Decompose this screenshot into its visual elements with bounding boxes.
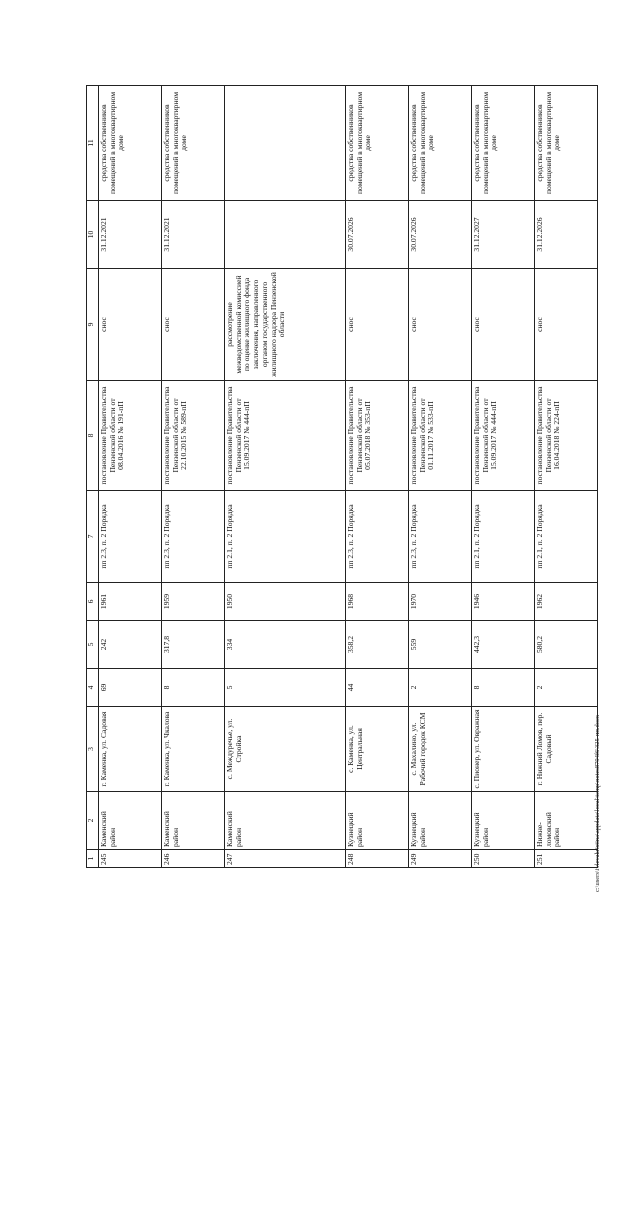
cell-act: постановление Правительства Пензенской области от 22.10.2015 № 589-пП	[162, 381, 225, 491]
cell-act: постановление Правительства Пензенской области от 08.04.2016 № 191-пП	[99, 381, 162, 491]
header-row	[87, 86, 99, 868]
col-header: 2	[87, 792, 99, 850]
cell-address: с. Междуречье, ул. Стройка	[225, 707, 346, 792]
cell-grounds: пп 2.3, п. 2 Порядка	[99, 491, 162, 583]
cell-deadline: 31.12.2026	[535, 201, 598, 269]
cell-house: 5	[225, 669, 346, 707]
table-row	[409, 86, 472, 868]
cell-address: с. Махалино, ул. Рабочий городок КСМ	[409, 707, 472, 792]
col-header: 3	[87, 707, 99, 792]
cell-year: 1959	[162, 583, 225, 621]
cell-deadline: 31.12.2021	[162, 201, 225, 269]
cell-number: 248	[346, 850, 409, 868]
cell-deadline: 30.07.2026	[409, 201, 472, 269]
col-header: 5	[87, 621, 99, 669]
cell-area: 580,2	[535, 621, 598, 669]
cell-area: 334	[225, 621, 346, 669]
cell-number: 251	[535, 850, 598, 868]
cell-number: 247	[225, 850, 346, 868]
cell-district: Каменский район	[162, 792, 225, 850]
cell-address: г. Каменка, ул. Садовая	[99, 707, 162, 792]
col-header: 10	[87, 201, 99, 269]
cell-house: 44	[346, 669, 409, 707]
cell-year: 1970	[409, 583, 472, 621]
cell-act: постановление Правительства Пензенской области от 15.09.2017 № 444-пП	[472, 381, 535, 491]
cell-measure: рассмотрение межведомственной комиссией по оценке жилищного фонда заключения, направленного органом государственного жилищного надзора Пензенской области	[225, 269, 346, 381]
cell-act: постановление Правительства Пензенской области от 16.04.2018 № 224-пП	[535, 381, 598, 491]
table-row	[535, 86, 598, 868]
table-row	[225, 86, 346, 868]
cell-source: средства собственников помещений в многоквартирном доме	[472, 86, 535, 201]
cell-district: Нижне-ломовский район	[535, 792, 598, 850]
table-row	[346, 86, 409, 868]
cell-number: 249	[409, 850, 472, 868]
cell-house: 8	[162, 669, 225, 707]
cell-area: 358,2	[346, 621, 409, 669]
cell-grounds: пп 2.1, п. 2 Порядка	[472, 491, 535, 583]
cell-source: средства собственников помещений в многоквартирном доме	[162, 86, 225, 201]
cell-source	[225, 86, 346, 201]
cell-grounds: пп 2.1, п. 2 Порядка	[535, 491, 598, 583]
cell-source: средства собственников помещений в многоквартирном доме	[346, 86, 409, 201]
cell-number: 250	[472, 850, 535, 868]
cell-source: средства собственников помещений в многоквартирном доме	[409, 86, 472, 201]
cell-area: 317,8	[162, 621, 225, 669]
cell-act: постановление Правительства Пензенской области от 01.11.2017 № 533-пП	[409, 381, 472, 491]
cell-district: Кузнецкий район	[346, 792, 409, 850]
table-row	[99, 86, 162, 868]
cell-year: 1962	[535, 583, 598, 621]
col-header: 6	[87, 583, 99, 621]
cell-address: с. Каменка, ул. Центральная	[346, 707, 409, 792]
cell-number: 246	[162, 850, 225, 868]
cell-address: с. Пионер, ул. Овражная	[472, 707, 535, 792]
cell-area: 242	[99, 621, 162, 669]
table-row	[472, 86, 535, 868]
col-header: 9	[87, 269, 99, 381]
cell-area: 559	[409, 621, 472, 669]
file-path-footer: c:\users\ivlevakristina\appdata\local\temp\notes8794f6\325-пп.docx	[594, 714, 601, 892]
cell-measure: снос	[409, 269, 472, 381]
cell-grounds: пп 2.3, п. 2 Порядка	[409, 491, 472, 583]
cell-grounds: пп 2.1, п. 2 Порядка	[225, 491, 346, 583]
cell-deadline: 31.12.2021	[99, 201, 162, 269]
col-header: 8	[87, 381, 99, 491]
col-header: 4	[87, 669, 99, 707]
cell-year: 1950	[225, 583, 346, 621]
cell-measure: снос	[162, 269, 225, 381]
cell-measure: снос	[99, 269, 162, 381]
cell-year: 1968	[346, 583, 409, 621]
cell-act: постановление Правительства Пензенской области от 15.09.2017 № 444-пП	[225, 381, 346, 491]
cell-measure: снос	[535, 269, 598, 381]
cell-measure: снос	[346, 269, 409, 381]
cell-district: Каменский район	[225, 792, 346, 850]
cell-house: 8	[472, 669, 535, 707]
cell-district: Каменский район	[99, 792, 162, 850]
cell-source: средства собственников помещений в многоквартирном доме	[99, 86, 162, 201]
table-row	[162, 86, 225, 868]
cell-address: г. Нижний Ломов, пер. Садовый	[535, 707, 598, 792]
cell-year: 1961	[99, 583, 162, 621]
col-header: 11	[87, 86, 99, 201]
cell-district: Кузнецкий район	[409, 792, 472, 850]
cell-house: 2	[409, 669, 472, 707]
relocation-table-wrapper	[86, 86, 613, 868]
cell-deadline	[225, 201, 346, 269]
col-header: 7	[87, 491, 99, 583]
cell-area: 442,3	[472, 621, 535, 669]
cell-house: 2	[535, 669, 598, 707]
cell-grounds: пп 2.3, п. 2 Порядка	[162, 491, 225, 583]
cell-district: Кузнецкий район	[472, 792, 535, 850]
cell-address: г. Каменка, ул. Чкалова	[162, 707, 225, 792]
cell-deadline: 31.12.2027	[472, 201, 535, 269]
cell-deadline: 30.07.2026	[346, 201, 409, 269]
cell-grounds: пп 2.3, п. 2 Порядка	[346, 491, 409, 583]
col-header: 1	[87, 850, 99, 868]
cell-year: 1946	[472, 583, 535, 621]
cell-source: средства собственников помещений в многоквартирном доме	[535, 86, 598, 201]
houses-table	[86, 85, 598, 868]
cell-house: 69	[99, 669, 162, 707]
cell-number: 245	[99, 850, 162, 868]
cell-act: постановление Правительства Пензенской области от 05.07.2018 № 353-пП	[346, 381, 409, 491]
cell-measure: снос	[472, 269, 535, 381]
